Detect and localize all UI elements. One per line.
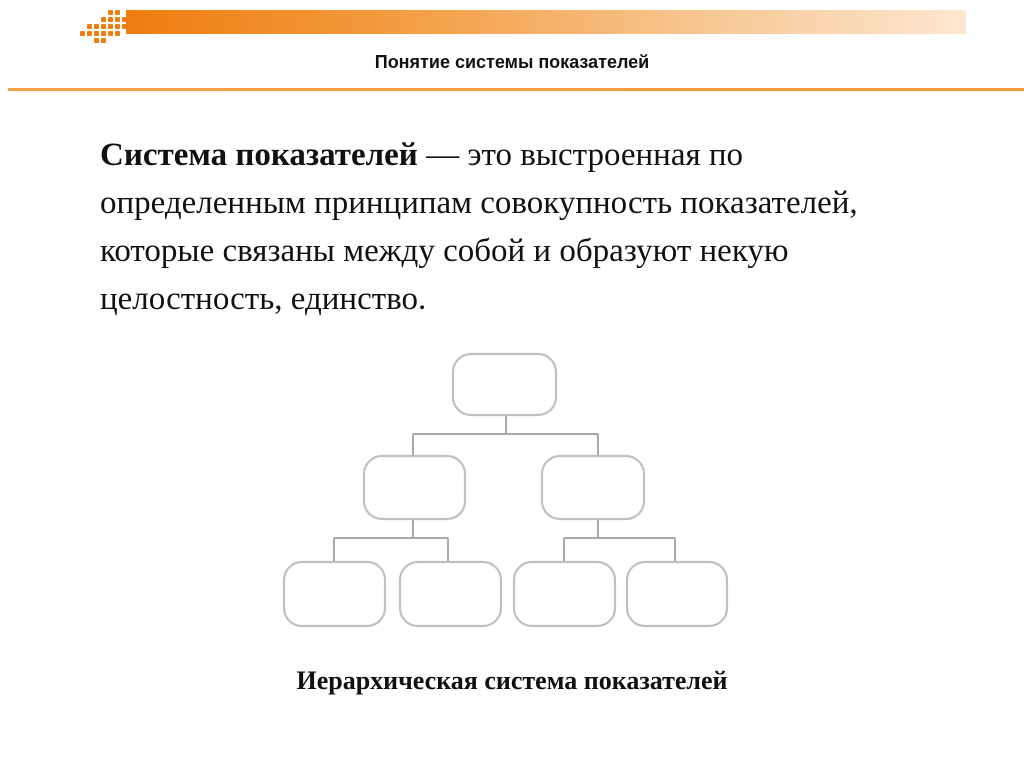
hierarchy-node-leaf-2 [400,562,501,626]
hierarchy-node-leaf-4 [627,562,727,626]
slide-title: Понятие системы показателей [374,52,650,72]
hierarchy-node-leaf-1 [284,562,385,626]
title-divider [8,88,1024,91]
hierarchy-node-leaf-3 [514,562,615,626]
header-accent-bar [126,10,966,34]
hierarchy-node-level2-left [364,456,465,519]
definition-text: — это выстроенная по определенным принципам совокупность показателей, которые связаны между собой и образуют некую целостность, единство. [100,137,858,317]
diagram-caption: Иерархическая система показателей [296,666,728,695]
definition-term: Система показателей [100,137,418,173]
hierarchy-diagram [0,340,1024,640]
slide-header [0,0,1024,95]
hierarchy-node-level2-right [542,456,644,519]
definition-paragraph [100,131,900,323]
hierarchy-node-root [453,354,556,415]
